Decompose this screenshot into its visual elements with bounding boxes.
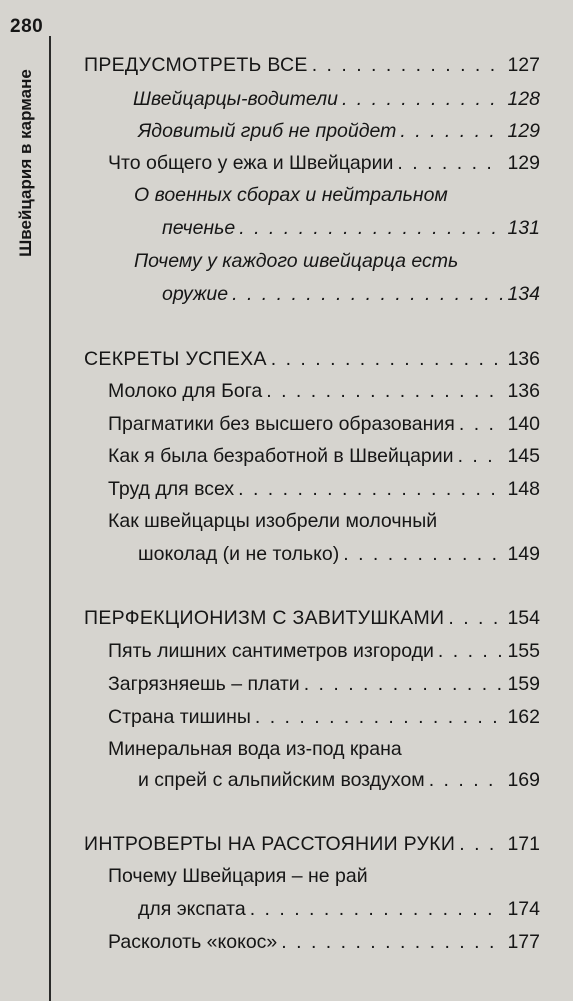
entry-title: Как я была безработной в Швейцарии [108, 445, 454, 467]
leader-dots [312, 48, 504, 82]
toc-entry-line1[interactable]: Почему Швейцария – не рай [108, 865, 368, 887]
page-ref: 154 [507, 607, 540, 629]
page-ref: 174 [507, 898, 540, 920]
toc-entry[interactable] [108, 700, 540, 734]
entry-title: Молоко для Бога [108, 380, 263, 402]
toc-entry[interactable] [108, 634, 540, 668]
entry-title: Что общего у ежа и Швейцарии [108, 152, 394, 174]
leader-dots [438, 634, 504, 668]
page-ref: 169 [507, 769, 540, 791]
leader-dots [271, 342, 504, 376]
entry-title: Загрязняешь – плати [108, 673, 300, 695]
section-title: СЕКРЕТЫ УСПЕХА [84, 348, 267, 370]
leader-dots [459, 827, 503, 861]
toc-entry[interactable] [138, 892, 540, 926]
leader-dots [250, 892, 504, 926]
toc-entry[interactable] [138, 763, 540, 797]
toc-section-title[interactable] [84, 342, 540, 376]
page-ref: 128 [507, 88, 540, 110]
section-title: ПЕРФЕКЦИОНИЗМ С ЗАВИТУШКАМИ [84, 607, 445, 629]
toc-entry-line1[interactable]: О военных сборах и нейтральном [134, 184, 448, 206]
toc-section-title[interactable] [84, 601, 540, 635]
page-ref: 136 [507, 380, 540, 402]
entry-title: Прагматики без высшего образования [108, 413, 455, 435]
toc-section-title[interactable] [84, 48, 540, 82]
leader-dots [342, 82, 504, 116]
page-ref: 162 [507, 706, 540, 728]
entry-title: Ядовитый гриб не пройдет [138, 120, 397, 142]
leader-dots [281, 925, 503, 959]
page-ref: 136 [507, 348, 540, 370]
leader-dots [429, 763, 504, 797]
toc-entry[interactable] [138, 114, 540, 148]
page-ref: 140 [507, 413, 540, 435]
toc-section-title[interactable] [84, 827, 540, 861]
toc-entry-line1[interactable]: Минеральная вода из-под крана [108, 738, 402, 760]
leader-dots [459, 407, 504, 441]
toc-entry[interactable] [108, 439, 540, 473]
toc-entry[interactable] [108, 667, 540, 701]
leader-dots [239, 211, 503, 245]
leader-dots [397, 146, 503, 180]
page-ref: 129 [507, 120, 540, 142]
leader-dots [238, 472, 503, 506]
page-ref: 129 [507, 152, 540, 174]
entry-title: Пять лишних сантиметров изгороди [108, 640, 434, 662]
entry-title: для экспата [138, 898, 246, 920]
page-ref: 148 [507, 478, 540, 500]
entry-title: Труд для всех [108, 478, 235, 500]
leader-dots [400, 114, 503, 148]
toc-entry[interactable] [138, 537, 540, 571]
toc-entry[interactable] [108, 472, 540, 506]
page-ref: 159 [507, 673, 540, 695]
toc-entry[interactable] [108, 146, 540, 180]
toc-entry[interactable] [133, 82, 540, 116]
toc-entry[interactable] [108, 374, 540, 408]
section-title: ИНТРОВЕРТЫ НА РАССТОЯНИИ РУКИ [84, 833, 456, 855]
toc-entry-line1[interactable]: Как швейцарцы изобрели молочный [108, 510, 438, 532]
toc-entry[interactable] [108, 407, 540, 441]
page-ref: 155 [507, 640, 540, 662]
toc-entry[interactable] [108, 925, 540, 959]
entry-title: и спрей с альпийским воздухом [138, 769, 425, 791]
toc-entry[interactable] [162, 211, 540, 245]
leader-dots [343, 537, 503, 571]
page-ref: 131 [507, 217, 540, 239]
page-number: 280 [10, 16, 44, 37]
toc-entry[interactable] [162, 277, 540, 311]
section-title: ПРЕДУСМОТРЕТЬ ВСЕ [84, 54, 308, 76]
entry-title: Расколоть «кокос» [108, 931, 278, 953]
leader-dots [304, 667, 504, 701]
entry-title: оружие [162, 283, 229, 305]
running-head-text: Швейцария в кармане [16, 69, 35, 257]
page-ref: 127 [507, 54, 540, 76]
leader-dots [232, 277, 503, 311]
entry-title: шоколад (и не только) [138, 543, 340, 565]
leader-dots [255, 700, 504, 734]
page-ref: 134 [507, 283, 540, 305]
entry-title: Страна тишины [108, 706, 251, 728]
page-ref: 171 [507, 833, 540, 855]
page-ref: 177 [507, 931, 540, 953]
leader-dots [448, 601, 503, 635]
page-ref: 145 [507, 445, 540, 467]
leader-dots [458, 439, 504, 473]
leader-dots [266, 374, 503, 408]
toc-entry-line1[interactable]: Почему у каждого швейцарца есть [134, 250, 459, 272]
entry-title: печенье [162, 217, 236, 239]
entry-title: Швейцарцы-водители [133, 88, 338, 110]
page-ref: 149 [507, 543, 540, 565]
